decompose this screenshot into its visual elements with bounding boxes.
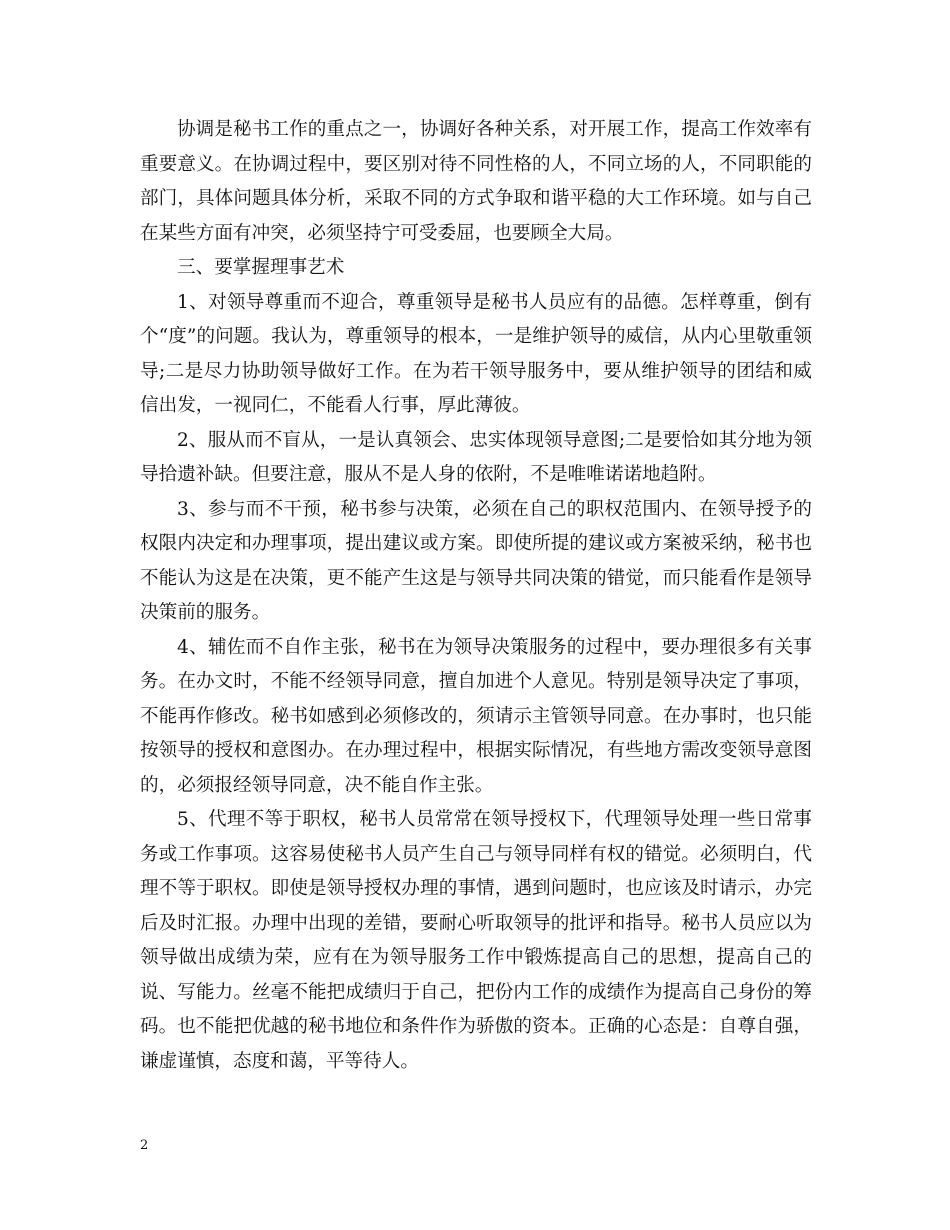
paragraph-point-2: 2、服从而不盲从，一是认真领会、忠实体现领导意图;二是要恰如其分地为领导拾遗补缺。但要注意，服从不是人身的依附，不是唯唯诺诺地趋附。 (140, 429, 812, 485)
body-text (140, 113, 812, 1079)
paragraph-point-4: 4、辅佐而不自作主张，秘书在为领导决策服务的过程中，要办理很多有关事务。在办文时，不能不经领导同意，擅自加进个人意见。特别是领导决定了事项，不能再作修改。秘书如感到必须修改的，须请示主管领导同意。在办事时，也只能按领导的授权和意图办。在办理过程中，根据实际情况，有些地方需改变领导意图的，必须报经领导同意，决不能自作主张。 (140, 636, 812, 796)
section-heading: 三、要掌握理事艺术 (177, 257, 345, 278)
paragraph-point-1: 1、对领导尊重而不迎合，尊重领导是秘书人员应有的品德。怎样尊重，倒有个“度”的问题。我认为，尊重领导的根本，一是维护领导的威信，从内心里敬重领导;二是尽力协助领导做好工作。在为若干领导服务中，要从维护领导的团结和威信出发，一视同仁，不能看人行事，厚此薄彼。 (140, 291, 812, 416)
paragraph-coordination: 协调是秘书工作的重点之一，协调好各种关系，对开展工作，提高工作效率有重要意义。在协调过程中，要区别对待不同性格的人，不同立场的人，不同职能的部门，具体问题具体分析，采取不同的方式争取和谐平稳的大工作环境。如与自己在某些方面有冲突，必须坚持宁可受委屈，也要顾全大局。 (140, 119, 812, 244)
paragraph-point-3: 3、参与而不干预，秘书参与决策，必须在自己的职权范围内、在领导授予的权限内决定和办理事项，提出建议或方案。即使所提的建议或方案被采纳，秘书也不能认为这是在决策，更不能产生这是与领导共同决策的错觉，而只能看作是领导决策前的服务。 (140, 498, 812, 623)
page-number: 2 (140, 1138, 149, 1153)
paragraph-point-5: 5、代理不等于职权，秘书人员常常在领导授权下，代理领导处理一些日常事务或工作事项。这容易使秘书人员产生自己与领导同样有权的错觉。必须明白，代理不等于职权。即使是领导授权办理的事情，遇到问题时，也应该及时请示，办完后及时汇报。办理中出现的差错，要耐心听取领导的批评和指导。秘书人员应以为领导做出成绩为荣，应有在为领导服务工作中锻炼提高自己的思想，提高自己的说、写能力。丝毫不能把成绩归于自己，把份内工作的成绩作为提高自己身份的筹码。也不能把优越的秘书地位和条件作为骄傲的资本。正确的心态是：自尊自强，谦虚谨慎，态度和蔼，平等待人。 (140, 809, 812, 1072)
